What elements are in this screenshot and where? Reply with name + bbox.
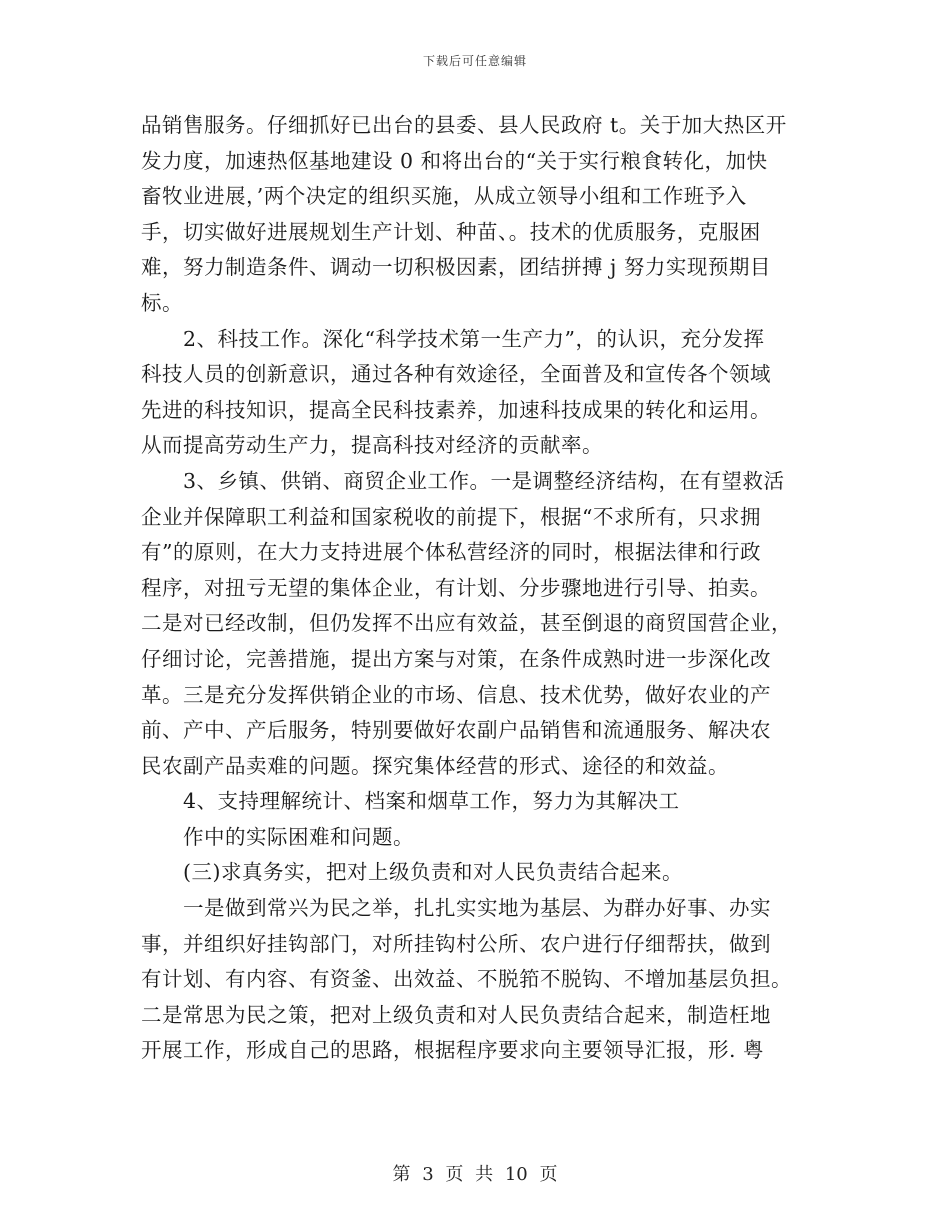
text-line: 民农副产品卖难的问题。探究集体经营的形式、途径的和效益。 xyxy=(141,753,729,778)
text-line: 二是常思为民之策，把对上级负责和对人民负责结合起来，制造枉地 xyxy=(141,1002,771,1027)
text-line: 开展工作，形成自己的思路，根据程序要求向主要领导汇报，形. 粤 xyxy=(141,1038,765,1063)
text-line: 一是做到常兴为民之举，扎扎实实地为基层、为群办好事、办实 xyxy=(183,896,771,921)
page-header: 下载后可任意编辑 xyxy=(422,54,527,68)
text-line: 程序，对扭亏无望的集体企业，有计划、分步骤地进行引导、拍卖。 xyxy=(141,575,771,600)
text-line: 作中的实际困难和问题。 xyxy=(183,824,414,849)
text-line: 企业并保障职工利益和国家税收的前提下，根据“不求所有，只求拥 xyxy=(141,504,761,529)
text-line: 事，并组织好挂钩部门，对所挂钩村公所、农户进行仔细帮扶，做到 xyxy=(141,931,771,956)
text-line: 从而提高劳动生产力，提高科技对经济的贡献率。 xyxy=(141,433,603,458)
text-line: 难，努力制造条件、调动一切积极因素，团结拼搏 j 努力实现预期目 xyxy=(141,255,771,280)
text-line: 有”的原则，在大力支持进展个体私营经济的同时，根据法律和行政 xyxy=(141,540,761,565)
text-line: 先进的科技知识，提高全民科技素养，加速科技成果的转化和运用。 xyxy=(141,397,771,422)
text-line: 仔细讨论，完善措施，提出方案与对策，在条件成熟时进一步深化改 xyxy=(141,646,771,671)
page-footer: 第 3 页 共 10 页 xyxy=(392,1164,558,1185)
text-line: 科技人员的创新意识，通过各种有效途径，全面普及和宣传各个领域 xyxy=(141,362,771,387)
text-line: 前、产中、产后服务，特别要做好农副户品销售和流通服务、解决农 xyxy=(141,718,771,743)
text-line: 标。 xyxy=(141,290,183,315)
text-line: 二是对已经改制，但仍发挥不出应有效益，甚至倒退的商贸国营企业， xyxy=(141,611,792,636)
text-line: 革。三是充分发挥供销企业的市场、信息、技术优势，做好农业的产 xyxy=(141,682,771,707)
text-line: 4、支持理解统计、档案和烟草工作，努力为其解决工 xyxy=(183,789,680,814)
text-line: 3、乡镇、供销、商贸企业工作。一是调整经济结构，在有望救活 xyxy=(183,468,785,493)
text-line: 2、科技工作。深化“科学技术第一生产力”，的认识，充分发挥 xyxy=(183,326,765,351)
text-line: 畜牧业进展，’两个决定的组织买施，从成立领导小组和工作班予入 xyxy=(141,184,747,209)
text-line: 品销售服务。仔细抓好已出台的县委、县人民政府 t。关于加大热区开 xyxy=(141,113,787,137)
text-line: (三)求真务实，把对上级负责和对人民负责结合起来。 xyxy=(183,860,683,885)
text-line: 发力度，加速热伛基地建设 0 和将出台的“关于实行粮食转化，加快 xyxy=(141,148,768,173)
text-line: 有计划、有内容、有资釜、出效益、不脱筘不脱钩、不增加基层负担。 xyxy=(141,967,792,992)
text-line: 手，切实做好进展规划生产计划、种苗、。技术的优质服务，克服困 xyxy=(141,219,761,244)
document-body xyxy=(141,108,813,1069)
